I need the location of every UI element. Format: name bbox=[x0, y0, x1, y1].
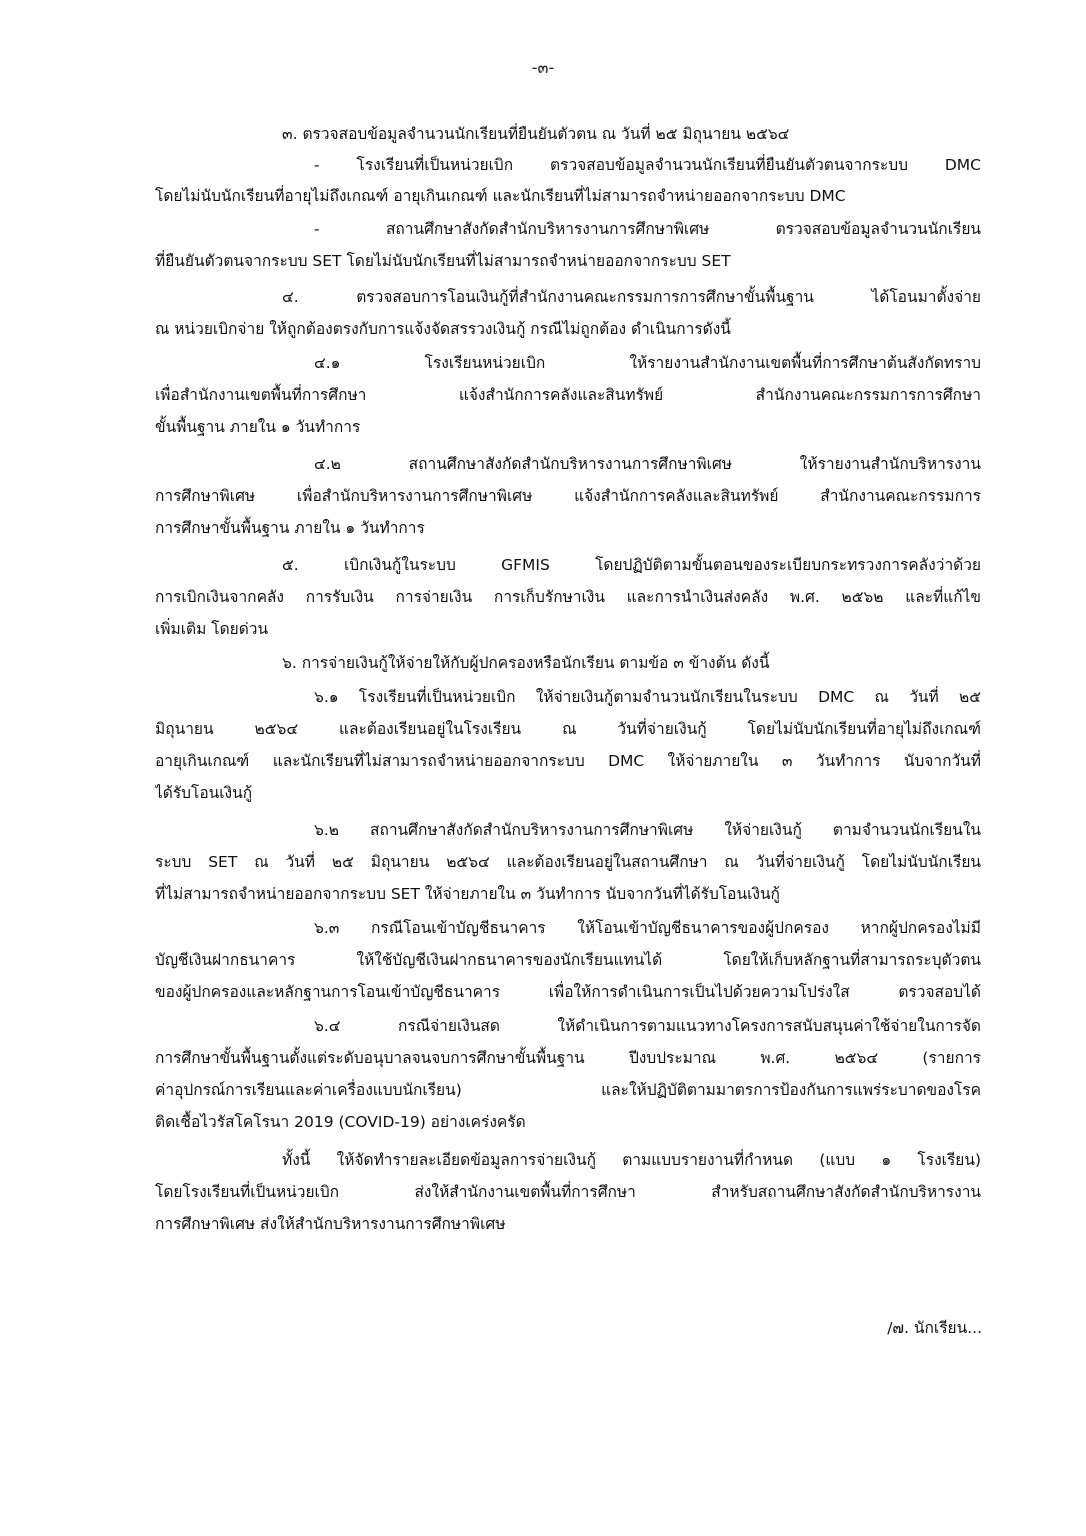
paragraph-line: เพิ่มเติม โดยด่วน bbox=[155, 620, 269, 638]
item-4-2: ๔.๒ สถานศึกษาสังกัดสำนักบริหารงานการศึกษาพิเศษ ให้รายงานสำนักบริหารงาน bbox=[314, 455, 981, 473]
item-6-3: ๖.๓ กรณีโอนเข้าบัญชีธนาคาร ให้โอนเข้าบัญชีธนาคารของผู้ปกครอง หากผู้ปกครองไม่มี bbox=[314, 919, 981, 937]
item-6-1: ๖.๑ โรงเรียนที่เป็นหน่วยเบิก ให้จ่ายเงินกู้ตามจำนวนนักเรียนในระบบ DMC ณ วันที่ ๒๕ bbox=[314, 688, 981, 706]
closing-paragraph: ทั้งนี้ ให้จัดทำรายละเอียดข้อมูลการจ่ายเงินกู้ ตามแบบรายงานที่กำหนด (แบบ ๑ โรงเรียน) bbox=[282, 1151, 981, 1169]
paragraph-line: การศึกษาขั้นพื้นฐานตั้งแต่ระดับอนุบาลจนจบการศึกษาขั้นพื้นฐาน ปีงบประมาณ พ.ศ. ๒๕๖๔ (รายการ bbox=[155, 1049, 981, 1067]
paragraph-line: การศึกษาขั้นพื้นฐาน ภายใน ๑ วันทำการ bbox=[155, 519, 425, 537]
paragraph-line: อายุเกินเกณฑ์ และนักเรียนที่ไม่สามารถจำหน่ายออกจากระบบ DMC ให้จ่ายภายใน ๓ วันทำการ นับจากวันที่ bbox=[155, 752, 981, 770]
item-6-heading: ๖. การจ่ายเงินกู้ให้จ่ายให้กับผู้ปกครองหรือนักเรียน ตามข้อ ๓ ข้างต้น ดังนี้ bbox=[282, 654, 770, 672]
item-3-bullet-1: - โรงเรียนที่เป็นหน่วยเบิก ตรวจสอบข้อมูลจำนวนนักเรียนที่ยืนยันตัวตนจากระบบ DMC bbox=[314, 156, 981, 174]
paragraph-line: บัญชีเงินฝากธนาคาร ให้ใช้บัญชีเงินฝากธนาคารของนักเรียนแทนได้ โดยให้เก็บหลักฐานที่สามารถระบุตัวตน bbox=[155, 951, 981, 969]
paragraph-line: ณ หน่วยเบิกจ่าย ให้ถูกต้องตรงกับการแจ้งจัดสรรวงเงินกู้ กรณีไม่ถูกต้อง ดำเนินการดังนี้ bbox=[155, 320, 731, 338]
paragraph-line: โดยไม่นับนักเรียนที่อายุไม่ถึงเกณฑ์ อายุเกินเกณฑ์ และนักเรียนที่ไม่สามารถจำหน่ายออกจากระบบ DMC bbox=[155, 187, 846, 205]
paragraph-line: ค่าอุปกรณ์การเรียนและค่าเครื่องแบบนักเรียน) และให้ปฏิบัติตามมาตรการป้องกันการแพร่ระบาดของโรค bbox=[155, 1081, 981, 1099]
paragraph-line: การศึกษาพิเศษ ส่งให้สำนักบริหารงานการศึกษาพิเศษ bbox=[155, 1215, 506, 1233]
item-6-2: ๖.๒ สถานศึกษาสังกัดสำนักบริหารงานการศึกษาพิเศษ ให้จ่ายเงินกู้ ตามจำนวนนักเรียนใน bbox=[314, 821, 981, 839]
paragraph-line: การศึกษาพิเศษ เพื่อสำนักบริหารงานการศึกษาพิเศษ แจ้งสำนักการคลังและสินทรัพย์ สำนักงานคณะกรรมการ bbox=[155, 487, 981, 505]
item-3-bullet-2: - สถานศึกษาสังกัดสำนักบริหารงานการศึกษาพิเศษ ตรวจสอบข้อมูลจำนวนนักเรียน bbox=[314, 220, 981, 238]
paragraph-line: ระบบ SET ณ วันที่ ๒๕ มิถุนายน ๒๕๖๔ และต้องเรียนอยู่ในสถานศึกษา ณ วันที่จ่ายเงินกู้ โดยไม่นับนักเรียน bbox=[155, 853, 981, 871]
item-4-heading: ๔. ตรวจสอบการโอนเงินกู้ที่สำนักงานคณะกรรมการการศึกษาขั้นพื้นฐาน ได้โอนมาตั้งจ่าย bbox=[282, 288, 981, 306]
paragraph-line: ขั้นพื้นฐาน ภายใน ๑ วันทำการ bbox=[155, 418, 361, 436]
item-6-4: ๖.๔ กรณีจ่ายเงินสด ให้ดำเนินการตามแนวทางโครงการสนับสนุนค่าใช้จ่ายในการจัด bbox=[314, 1017, 981, 1035]
paragraph-line: การเบิกเงินจากคลัง การรับเงิน การจ่ายเงิน การเก็บรักษาเงิน และการนำเงินส่งคลัง พ.ศ. ๒๕๖๒ และที่แก้ไข bbox=[155, 588, 981, 606]
paragraph-line: เพื่อสำนักงานเขตพื้นที่การศึกษา แจ้งสำนักการคลังและสินทรัพย์ สำนักงานคณะกรรมการการศึกษา bbox=[155, 386, 981, 404]
paragraph-line: ติดเชื้อไวรัสโคโรนา 2019 (COVID-19) อย่างเคร่งครัด bbox=[155, 1113, 526, 1131]
item-3-heading: ๓. ตรวจสอบข้อมูลจำนวนนักเรียนที่ยืนยันตัวตน ณ วันที่ ๒๕ มิถุนายน ๒๕๖๔ bbox=[282, 125, 790, 143]
item-5-heading: ๕. เบิกเงินกู้ในระบบ GFMIS โดยปฏิบัติตามขั้นตอนของระเบียบกระทรวงการคลังว่าด้วย bbox=[282, 556, 981, 574]
continuation-marker: /๗. นักเรียน... bbox=[887, 1319, 982, 1337]
paragraph-line: ได้รับโอนเงินกู้ bbox=[155, 784, 253, 802]
paragraph-line: ของผู้ปกครองและหลักฐานการโอนเข้าบัญชีธนาคาร เพื่อให้การดำเนินการเป็นไปด้วยความโปร่งใส ตรวจสอบได้ bbox=[155, 983, 981, 1001]
item-4-1: ๔.๑ โรงเรียนหน่วยเบิก ให้รายงานสำนักงานเขตพื้นที่การศึกษาต้นสังกัดทราบ bbox=[314, 354, 981, 372]
paragraph-line: มิถุนายน ๒๕๖๔ และต้องเรียนอยู่ในโรงเรียน ณ วันที่จ่ายเงินกู้ โดยไม่นับนักเรียนที่อายุไม่ถึงเกณฑ์ bbox=[155, 720, 981, 738]
paragraph-line: ที่ยืนยันตัวตนจากระบบ SET โดยไม่นับนักเรียนที่ไม่สามารถจำหน่ายออกจากระบบ SET bbox=[155, 252, 731, 270]
paragraph-line: โดยโรงเรียนที่เป็นหน่วยเบิก ส่งให้สำนักงานเขตพื้นที่การศึกษา สำหรับสถานศึกษาสังกัดสำนักบริหารงาน bbox=[155, 1183, 981, 1201]
page-number: -๓- bbox=[531, 58, 555, 77]
paragraph-line: ที่ไม่สามารถจำหน่ายออกจากระบบ SET ให้จ่ายภายใน ๓ วันทำการ นับจากวันที่ได้รับโอนเงินกู้ bbox=[155, 885, 780, 903]
